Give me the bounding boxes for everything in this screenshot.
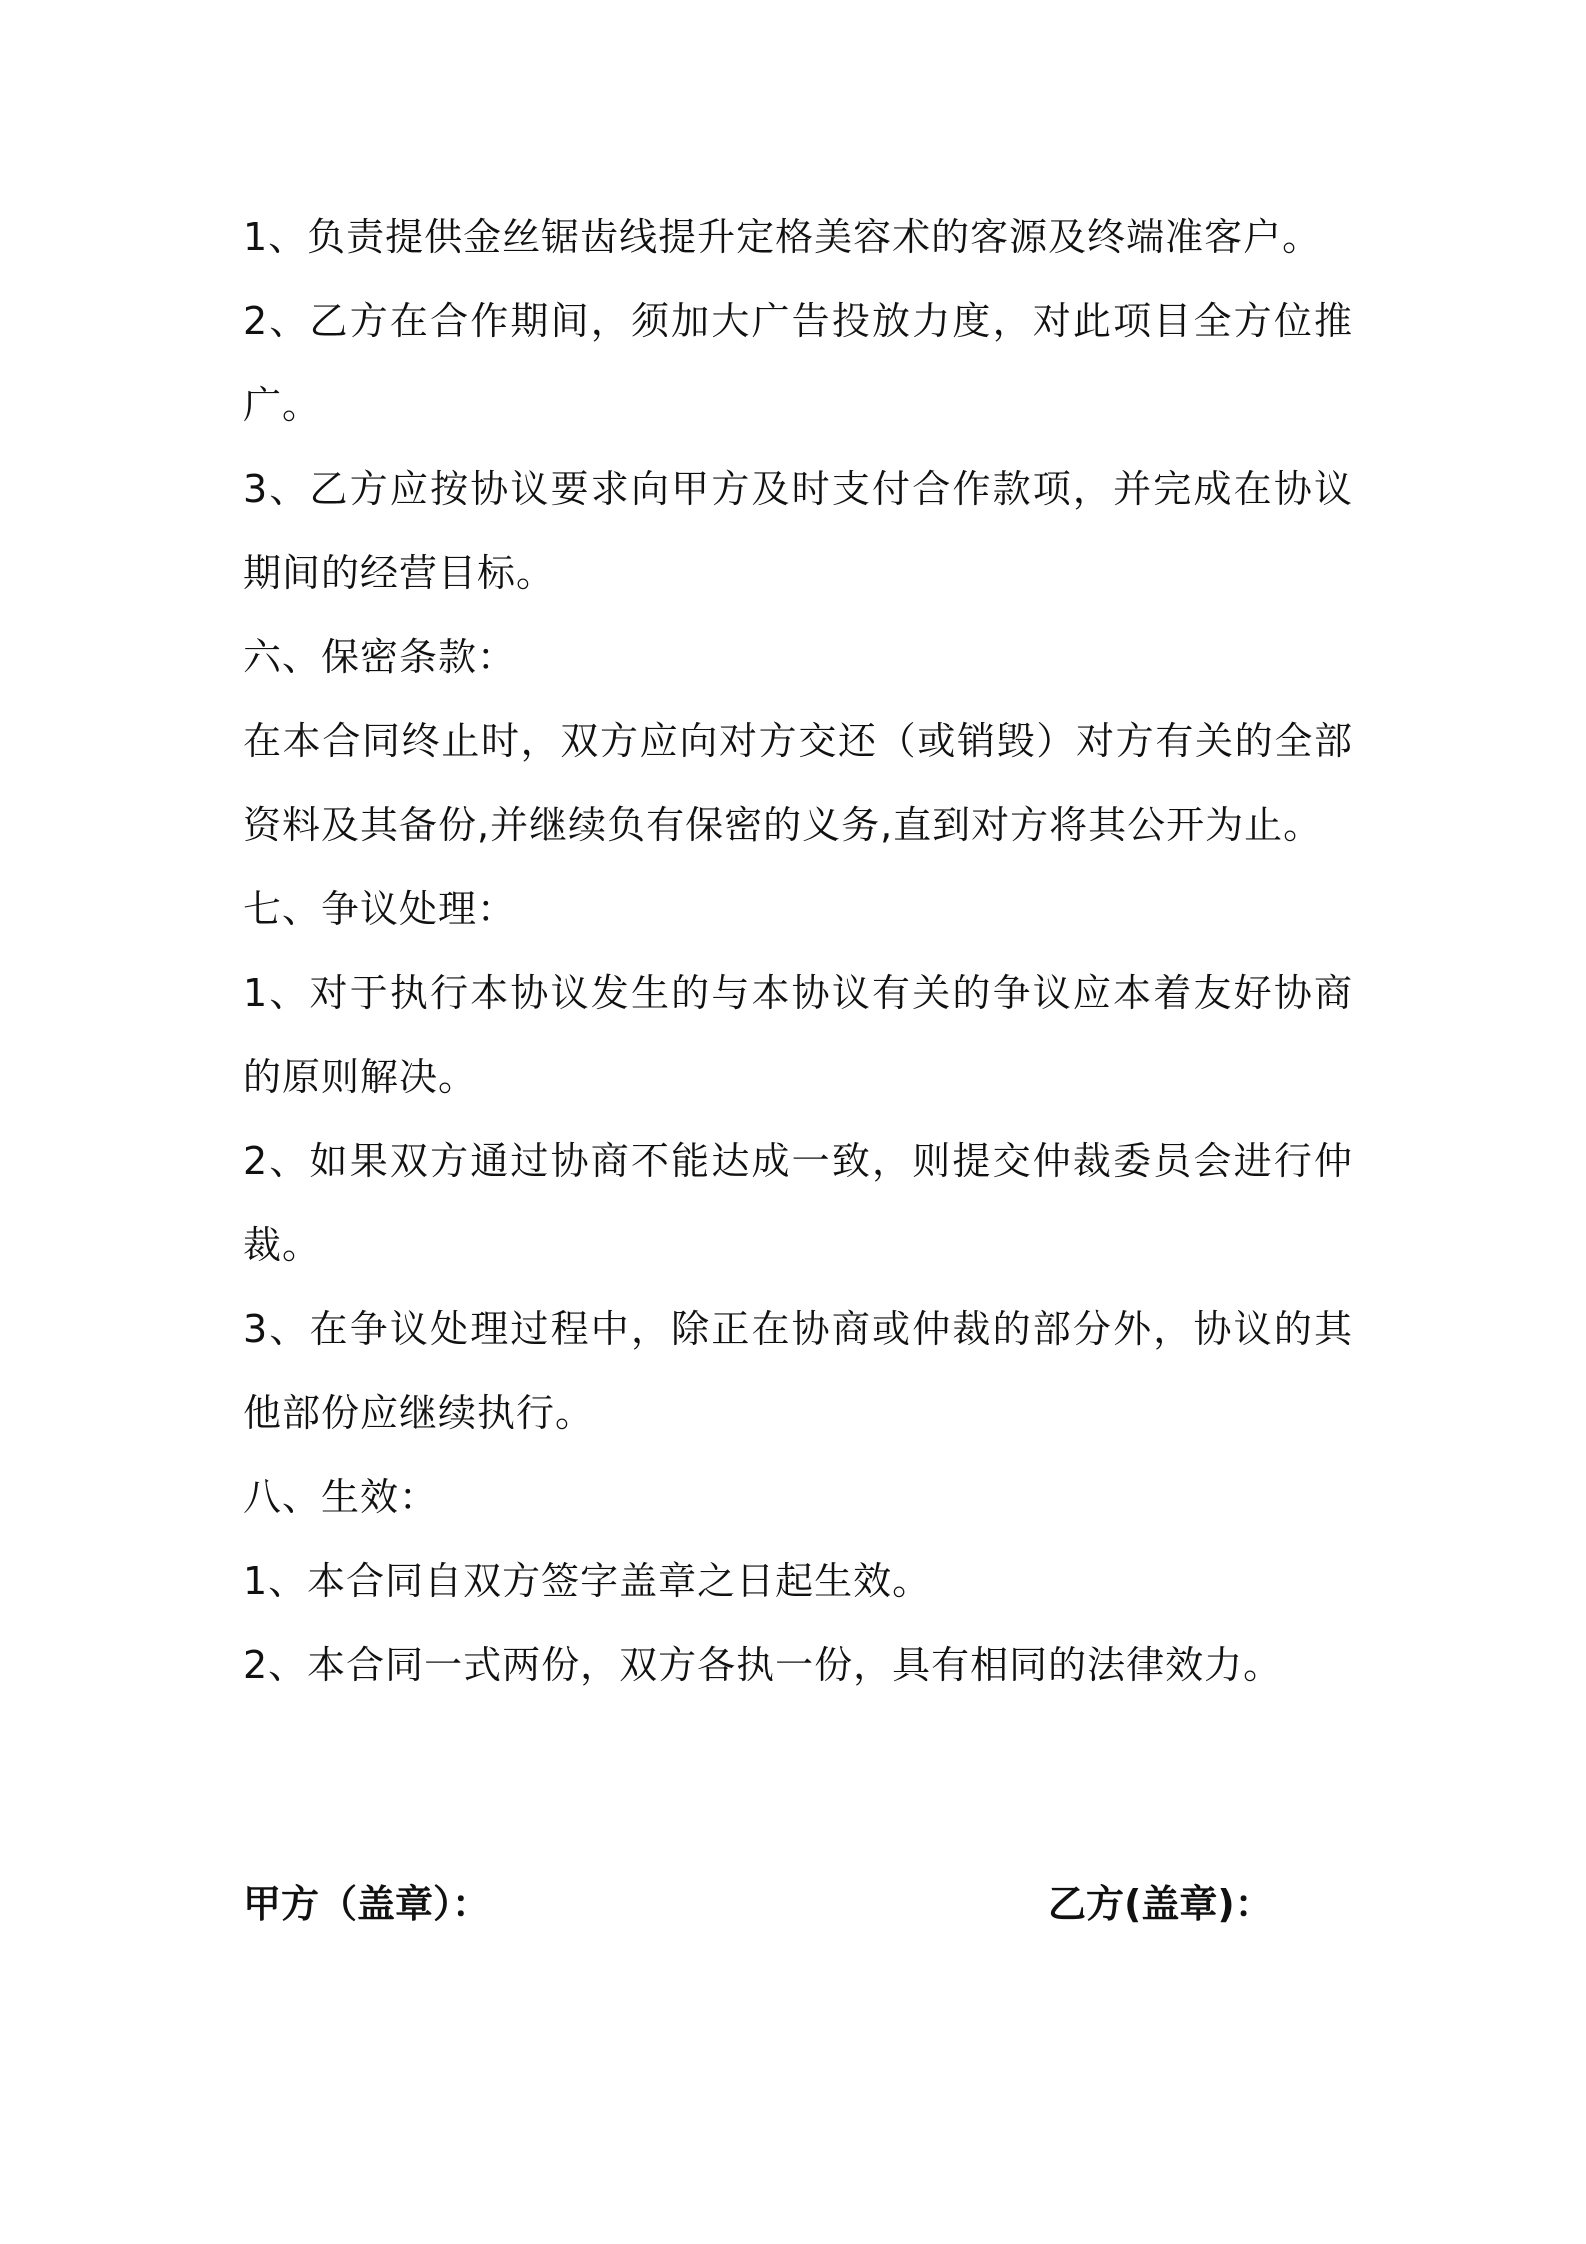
clause-b-duty-2: 2、乙方在合作期间，须加大广告投放力度，对此项目全方位推广。: [243, 299, 1353, 427]
effectiveness-clause-1: 1、本合同自双方签字盖章之日起生效。: [243, 1559, 932, 1603]
dispute-clause-3: 3、在争议处理过程中，除正在协商或仲裁的部分外，协议的其他部份应继续执行。: [243, 1307, 1353, 1435]
effectiveness-clause-2: 2、本合同一式两份，双方各执一份，具有相同的法律效力。: [243, 1643, 1283, 1687]
confidentiality-clause: 在本合同终止时，双方应向对方交还（或销毁）对方有关的全部资料及其备份,并继续负有保密的义务,直到对方将其公开为止。: [243, 719, 1353, 847]
contract-body: [243, 195, 1353, 1707]
section-heading-confidentiality: 六、保密条款：: [243, 635, 517, 679]
clause-b-duty-3: 3、乙方应按协议要求向甲方及时支付合作款项，并完成在协议期间的经营目标。: [243, 467, 1353, 595]
signature-block: [243, 1862, 1353, 1946]
party-a-seal-label: 甲方（盖章）：: [243, 1882, 491, 1926]
section-heading-effectiveness: 八、生效：: [243, 1475, 439, 1519]
dispute-clause-1: 1、对于执行本协议发生的与本协议有关的争议应本着友好协商的原则解决。: [243, 971, 1353, 1099]
section-heading-dispute: 七、争议处理：: [243, 887, 517, 931]
dispute-clause-2: 2、如果双方通过协商不能达成一致，则提交仲裁委员会进行仲裁。: [243, 1139, 1353, 1267]
party-b-seal-label: 乙方(盖章)：: [1048, 1882, 1273, 1926]
clause-b-duty-1: 1、负责提供金丝锯齿线提升定格美容术的客源及终端准客户。: [243, 215, 1322, 259]
